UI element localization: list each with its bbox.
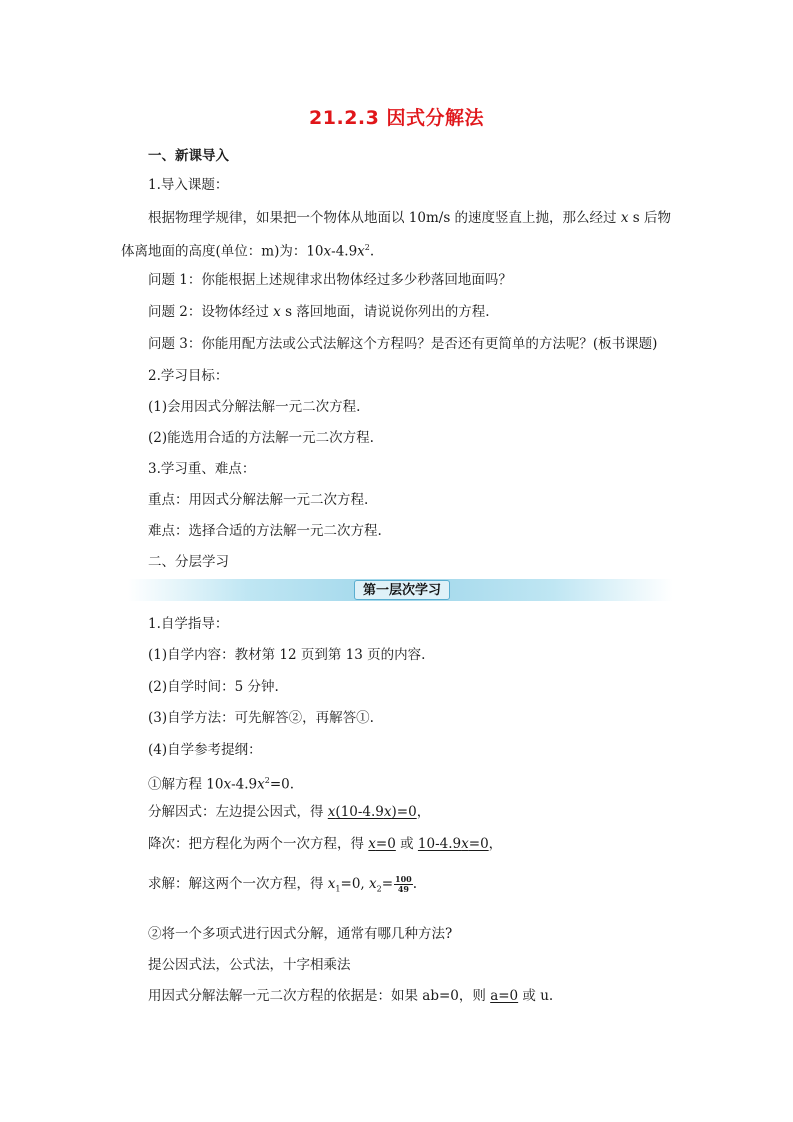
math-var: x: [327, 876, 336, 892]
factor-answer: [328, 804, 417, 820]
intro-paragraph-line-1: [148, 208, 671, 228]
text: .: [369, 243, 375, 260]
reduce-answer-2: [418, 836, 489, 852]
reduce-step: [148, 834, 502, 854]
intro-label: 1.导入课题：: [148, 177, 229, 193]
self-study-content: (1)自学内容：教材第 12 页到第 13 页的内容.: [148, 647, 426, 663]
self-study-label: 1.自学指导：: [148, 616, 229, 632]
text: 用因式分解法解一元二次方程的依据是：如果 ab=0，则: [148, 988, 491, 1004]
text: =0.: [269, 776, 295, 793]
math-var: x: [223, 776, 232, 793]
math-var: x: [369, 876, 377, 892]
text: ，: [416, 804, 431, 820]
subscript: 2: [376, 884, 382, 894]
key-label: 3.学习重、难点：: [148, 461, 256, 477]
reduce-answer-1: [368, 836, 396, 852]
factor-step: [148, 802, 430, 822]
text: =0: [375, 836, 396, 852]
section-heading-layered-study: 二、分层学习: [148, 554, 229, 570]
fraction-numerator: 100: [395, 874, 412, 884]
text: u.: [540, 988, 554, 1004]
math-var: x: [257, 776, 265, 793]
text: 10-4.9: [417, 836, 462, 852]
text: (10-4.9: [335, 804, 384, 820]
level-banner-label: 第一层次学习: [354, 580, 450, 600]
text: =: [381, 876, 394, 892]
fraction-denominator: 49: [397, 884, 409, 894]
question-3: 问题 3：你能用配方法或公式法解这个方程吗？是否还有更简单的方法呢？(板书课题): [148, 336, 658, 352]
text: 体离地面的高度(单位：m)为：10: [121, 243, 324, 260]
math-var: x: [461, 836, 469, 852]
text: -4.9: [231, 776, 258, 793]
difficult-point: 难点：选择合适的方法解一元二次方程.: [148, 523, 382, 539]
factor-methods-question: ②将一个多项式进行因式分解，通常有哪几种方法?: [148, 926, 453, 942]
text: 分解因式：左边提公因式，得: [148, 804, 328, 820]
goal-2: (2)能选用合适的方法解一元二次方程.: [148, 430, 374, 446]
basis-statement: [148, 986, 553, 1006]
text: ①解方程 10: [148, 776, 224, 793]
math-var: x: [357, 243, 365, 260]
self-study-method: (3)自学方法：可先解答②，再解答①.: [148, 710, 374, 726]
section-heading-new-lesson: 一、新课导入: [148, 148, 229, 164]
math-var: x: [620, 210, 629, 226]
text: 问题 2：设物体经过: [148, 304, 274, 320]
subscript: 1: [335, 884, 341, 894]
factor-methods-answer: 提公因式法，公式法，十字相乘法: [148, 957, 351, 973]
text: =0: [468, 836, 489, 852]
text: -4.9: [331, 243, 358, 260]
math-var: x: [327, 804, 336, 820]
intro-paragraph-line-2: [121, 238, 374, 262]
superscript: 2: [264, 776, 270, 785]
self-study-outline: (4)自学参考提纲：: [148, 742, 262, 758]
math-var: x: [383, 804, 392, 820]
math-var: x: [273, 304, 281, 320]
question-2: [148, 302, 490, 322]
solution-step: [148, 874, 417, 900]
text: .: [412, 876, 418, 892]
text: 根据物理学规律，如果把一个物体从地面以 10m/s 的速度竖直上抛，那么经过: [148, 210, 621, 226]
text: 求解：解这两个一次方程，得: [148, 876, 328, 892]
text: =0,: [340, 876, 369, 892]
page-title: 21.2.3 因式分解法: [309, 107, 484, 129]
text: ，: [488, 836, 503, 852]
key-point: 重点：用因式分解法解一元二次方程.: [148, 492, 369, 508]
math-var: x: [368, 836, 376, 852]
text: )=0: [391, 804, 417, 820]
solve-equation: [148, 771, 294, 795]
question-1: 问题 1：你能根据上述规律求出物体经过多少秒落回地面吗？: [148, 272, 512, 288]
text: 降次：把方程化为两个一次方程，得: [148, 836, 369, 852]
self-study-time: (2)自学时间：5 分钟.: [148, 679, 279, 695]
goal-1: (1)会用因式分解法解一元二次方程.: [148, 399, 361, 415]
math-var: x: [323, 243, 332, 260]
text: 或: [395, 836, 418, 852]
superscript: 2: [364, 243, 370, 252]
text: s 后物: [628, 210, 671, 226]
goals-label: 2.学习目标：: [148, 368, 229, 384]
fraction: [394, 875, 413, 894]
basis-answer: a=0: [490, 988, 519, 1004]
level-banner: [128, 579, 673, 601]
text: s 落回地面，请说说你列出的方程.: [280, 304, 490, 320]
text: 或: [518, 988, 541, 1004]
